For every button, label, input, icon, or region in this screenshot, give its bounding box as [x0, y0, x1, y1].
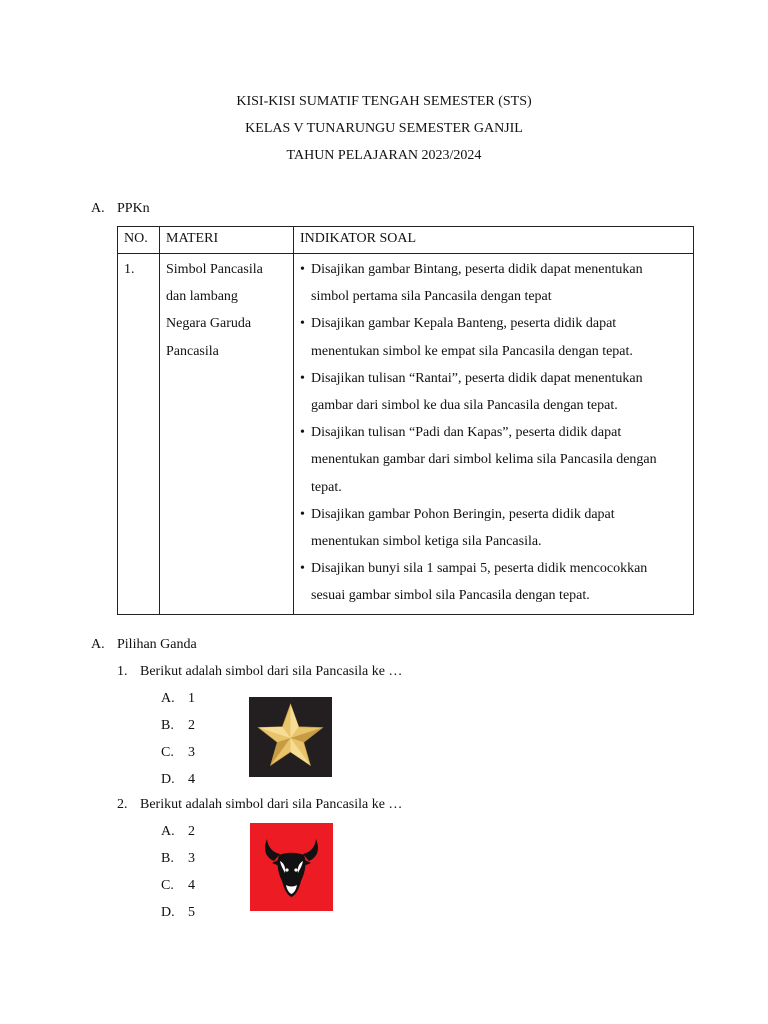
question-number: 2.: [117, 797, 128, 812]
option-value: 3: [188, 851, 195, 866]
option-value: 1: [188, 691, 195, 706]
document-subtitle-year: TAHUN PELAJARAN 2023/2024: [286, 148, 482, 163]
kisi-table: [117, 226, 694, 615]
header-indikator: INDIKATOR SOAL: [294, 227, 694, 254]
cell-indikator: [294, 254, 694, 615]
option-item[interactable]: [161, 772, 195, 788]
option-item[interactable]: [161, 824, 195, 840]
question-number: 1.: [117, 664, 128, 679]
bull-head-icon: [250, 823, 333, 911]
cell-materi: [160, 254, 294, 615]
table-header-row: [118, 227, 694, 254]
option-letter: C.: [161, 878, 174, 893]
question-2: [117, 797, 402, 813]
indikator-item: • Disajikan gambar Pohon Beringin, peserta didik dapat menentukan simbol ketiga sila Pancasila.: [300, 501, 687, 555]
header-materi: MATERI: [160, 227, 294, 254]
option-letter: C.: [161, 745, 174, 760]
section-letter: A.: [91, 201, 105, 216]
option-value: 3: [188, 745, 195, 760]
option-item[interactable]: [161, 905, 195, 921]
section-heading-ppkn: [91, 201, 150, 217]
question-text: Berikut adalah simbol dari sila Pancasila ke …: [140, 797, 403, 812]
section-letter: A.: [91, 637, 105, 652]
indikator-item: • Disajikan bunyi sila 1 sampai 5, peserta didik mencocokkan sesuai gambar simbol sila Pancasila dengan tepat.: [300, 555, 687, 609]
option-item[interactable]: [161, 851, 195, 867]
option-letter: A.: [161, 691, 175, 706]
indikator-list: [300, 256, 687, 610]
option-item[interactable]: [161, 878, 195, 894]
materi-line: Negara Garuda: [166, 316, 252, 332]
section-title: PPKn: [117, 201, 150, 216]
option-item[interactable]: [161, 718, 195, 734]
section-title: Pilihan Ganda: [117, 637, 197, 652]
star-icon: [249, 697, 332, 777]
option-value: 2: [188, 824, 195, 839]
question-1: [117, 664, 402, 680]
document-title: KISI-KISI SUMATIF TENGAH SEMESTER (STS): [236, 94, 532, 109]
option-item[interactable]: [161, 691, 195, 707]
indikator-item: • Disajikan gambar Kepala Banteng, peserta didik dapat menentukan simbol ke empat sila Pancasila dengan tepat.: [300, 310, 687, 364]
option-letter: D.: [161, 905, 175, 920]
option-letter: D.: [161, 772, 175, 787]
section-heading-pilihan-ganda: [91, 637, 197, 653]
table-row: [118, 254, 694, 615]
materi-line: Simbol Pancasila: [166, 262, 263, 277]
option-value: 2: [188, 718, 195, 733]
document-subtitle-class: KELAS V TUNARUNGU SEMESTER GANJIL: [245, 121, 523, 136]
question-text: Berikut adalah simbol dari sila Pancasila ke …: [140, 664, 403, 679]
option-item[interactable]: [161, 745, 195, 761]
indikator-item: • Disajikan gambar Bintang, peserta didik dapat menentukan simbol pertama sila Pancasila dengan tepat: [300, 256, 687, 310]
indikator-item: • Disajikan tulisan “Rantai”, peserta didik dapat menentukan gambar dari simbol ke dua sila Pancasila dengan tepat.: [300, 365, 687, 419]
option-value: 4: [188, 772, 195, 787]
materi-line: dan lambang: [166, 289, 238, 305]
cell-no: 1.: [118, 254, 160, 615]
option-letter: A.: [161, 824, 175, 839]
option-letter: B.: [161, 851, 174, 866]
option-value: 5: [188, 905, 195, 920]
header-no: NO.: [118, 227, 160, 254]
option-letter: B.: [161, 718, 174, 733]
materi-line: Pancasila: [166, 343, 219, 359]
option-value: 4: [188, 878, 195, 893]
indikator-item: • Disajikan tulisan “Padi dan Kapas”, peserta didik dapat menentukan gambar dari simbol kelima sila Pancasila dengan tepat.: [300, 419, 687, 501]
